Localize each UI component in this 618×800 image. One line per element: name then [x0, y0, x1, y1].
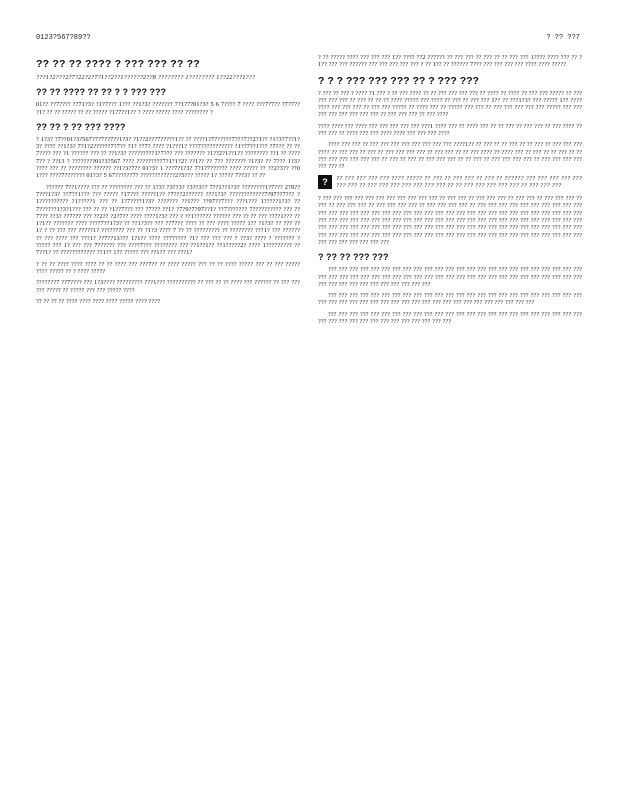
paragraph: ?? ?? ?? ?? ???? ???? ???? ???? ????? ???? ???? — [36, 297, 161, 305]
left-column — [36, 54, 300, 780]
right-column — [318, 54, 582, 780]
paragraph: ??? ??? ??? ??? ??? ??? ??? ??? ??? ??? ??? ??? ??? ??? ??? ??? ??? ??? ??? ??? ??? ??? ??? ??? ??? ??? ??? ??? ??? ??? ??? ??? ??? ??? ??? ??? ??? ??? ??? ??? ??? ??? ??? ??? ??? — [318, 292, 582, 307]
article-meta: ???1?2???2?7?22?2?7?1??2??1??????2??8 ???????? 1???????? 1??22???1??? — [36, 74, 256, 81]
paragraph: 01?? ??7???? ??71?3? ?1?7??? 1??? ??1?3? ??????? 7?1?7?01?3? 5 6 7???? 7 ???? ???7?7?? ?7?7?? ?1? ?? ?? ????? ?? ?? ????? ?1?7??1?? ? ???? ????? ???? ???????? ? — [36, 101, 300, 116]
paragraph: ??? ??? ??? ??? ??? ??? ??? ??? ??? ??? ??? ??? ??? ??? ??? ??? ??? ??? ??? ??? ??? ??? ??? ??? ??? ??? ??? ??? ??? ??? ??? ??? ??? ??? ??? ??? ??? ??? ??? ??? ??? ??? ??? ??? ??? ??? ??? ??? ??? ??? ??? ??? ??? ??? ??? ??? ??? ??? ??? ??? — [318, 266, 582, 288]
section-heading-3: ? ? ? ??? ??? ??? ?? ? ??? ??? — [318, 74, 479, 87]
page-number: ? ?? ??7 — [546, 34, 580, 42]
paragraph: ??? ??? ??? ??? ??? ??? ??? ??? ??? ??? ??? ??? ??? ??? ??? ??? ??? ??? ??? ??? ??? ??? ??? ??? ??? ??? ??? ??? ??? ??? ??? ??? ??? ??? ??? ??? ??? — [318, 310, 582, 326]
figure-note — [318, 175, 582, 190]
paragraph: ? ?? ?? ???? ???? ???? ?? ?? ???? ??? ???7?? ?? ???? ????? ??? ?? ?? ???? ????? ??? ?? ??? ????? ???? ????? ?? ? ???? ????? — [36, 260, 300, 275]
running-header-left: 0123?567?89?? — [36, 34, 91, 42]
figure-thumbnail-icon: ? — [318, 175, 332, 189]
paragraph: ?????? 7??1???? ??? ?? ???????? ??? ?? 1?3? ?3??3? ?3??3?? 7??1??1?3? ????????1?7??? 2?9??7???1?3? ??7??1??? ??? ????? ?17??? ?????1?? ?7???2?????? ???1?3? ????????????7?97??7??? ?1?????????? ?1?????1 ??? ?? 1?7????1?3? ??????? ??1??? ??97??7??? ???1??? 1?????1?3? ??7??????1?3?1??? ??? ?? ?? ?1??7??? ??? ?7??? ??1? ?7?9?7?97??1? ??7??????? 7?????????? ??? ??7??? ??3? ??7??? ??? ??2?? ?2?7?? ???? ????1?3? ??? ? ??1?????? ?????? ??? ?? ?? ??? ????1??? ??1?1?? ??????? ???? ????7??1?3? ?? ??1?3?? ??? ??7??? ???? ?? ??? ???? ????? 1?? ?1?3? ?? ??? ??1? ? ?? ??? ??? ?????1? ???????? ??? ?? ?1?3 ???? 7 ?? ?? ????????? ?? ???????? ???1? ??? ?????? ?? ??? ???? ??? ???1? ??7??13??? 1?1?? ???? ??7????? ?1? ??? ??? ??? ? ??3? ???? ? ??????? ? ????? ??? 1? ??? ??? 7?????? ??? ????7??? ???????? ??? ??1??1?? ??1?????2? ???? 1????????? ?? 7??1? ?? ???????????? ??1?? 1?? ????? ??? ??1?? ??? ???1? — [36, 183, 300, 257]
article-title: ?? ?? ?? ???? ? ??? ??? ?? ?? — [36, 58, 200, 70]
paragraph: ???? ??? ??? ?? ??? ??? ??? ??? ??? ??? ??? ??? ????1?? ?? ??? ?? ?? ??? ?? ?? ??? ?? ??? ??? ??? ???? ?? ??? ??? ?? ??? ?? ??? ??? ??? ??? ?? ??? ??? ?? ?? ??? ???? ?? ???? ??? ?? ??? ?? ?? ??? ?? ?? ??? ??? ??? ??? ??? ??? ?? ??? ?? ??? ?? ??? ??? ??? ?? ?? ??? ?? ??? ??? ??? ??? ?? ??? ??? ??? ??? ??? ??? ?? — [318, 141, 582, 171]
figure-caption: ?? ??? ??? ??? ??? ???? ????? ?? ??? ?? ??? ??? ?? ??? ?? ?????? ??? ??? ??? ??? ??? ??? ??? ?? ??? ??? ??? ??? ??? ??? ??? ?? ?? ??? ??? ??? ??? ??? ?? ??? ??? ??? — [336, 174, 582, 189]
paragraph: ???? ???? ??? ???? ??? ??? ??? ??? ??? ???1 ???? ??? ?? ???? ??? ?? ?? ??? ?? ??? ??? ?? ??? ???? ?? ??? ??? ?? ???? ??? ??? ???? ???? ??? ??? ??? ???? — [318, 122, 582, 138]
paragraph: ???????7 ??7???? ??? 1?3???? ????????? ???1??? ?????????? ?? ??? ?? ?? ???? ??? ?????? ?? ??? ??? ??? ????? ?? ????? ??? ??? ????? ???? — [36, 279, 300, 294]
paragraph: ? ??? ?? ??? ? ???? ?1 ??? ? ?? ??? ???? ?? ?? ??? ??? ??? ??? ?? ???? ?? ???? ?? ??? ??? ????? ?? ??? ??? ??? ??? ?? ??? ?? ?? ?? ???? ????? ??? ???? ?? ??? ?? ??? ??? 1?? ?? ???1?3? ??? ????? 1?? ???? ???? ??? ??? ??? ?? ??? ??? ????? ?? ???? ??? ?? ????? ??? ??? ?? ??? ??? ??? ??? ??? ????? ??? ??? ??? ??? ??? ??? ??? ??? ?? ??? ??? ??? ?? ??? ???? — [318, 89, 582, 119]
paragraph: ? ?? ????? ???? ??? ??? ??? 1?? ???? ??2 ?????? ?? ??? ??? ?? ??? ?? ?? ??? ??? 1???? ???? ??? ?? ?1?? ??? ??? ?????? ??? ??? ??? ??? ??? ? ?? 1?? ?? ?????? 7??? ??? ??? ??? ??? ???? ???? ????? — [318, 54, 582, 69]
paragraph: ? 1?3? ?7??01?3?567?7?7??7??1?3? ?1??2???7?????1?? ?? ????1?7??????7???7??2?1?? ?1?3?7??1?3? ???? ??1?3? 7?1?2??????7?7?? ?1? ??7? ???? ?1???1? ???7??????????? ?1??7??1??? ?7??? ?? ??7???? ??? ?1 ?????? ??? ?? ??1?3? ?????????1?7??? ??? ??????? ?1??2?1??1?? ???????? ??1 ?? ????7?? ? ??13 ? ????????01?3?567 ???? ?????????7?1?1?2? ??1?? ?? 7?? ??????? ?1?3? ?? 7??? 1?3? ???? ??? ?? ???????? ?????? ??1?3?7?? 01?3? 1 ???7?1?3? 7?1?7?????? ???? ????? ?? ??2?3?? ??01??? ????7??????? 01?3? 5 67??????7? ????????????2?5??? ????? 1? ????? 7??3? ?? ?? — [36, 135, 300, 180]
section-heading-4: ? ?? ?? ??? ??? — [318, 252, 389, 263]
section-heading-2: ?? ?? ? ?? ??? ???? — [36, 121, 126, 132]
paragraph: ? ??? ??? ??? ??? ??? ??? ??? ??? ??? ??? ??? ?? ??? ??? ?? ??? ??? ??? ?? ??? ??? ?? ??? ??? ??? ?? ??? ?? ??? ??? ??? ?? ??? ??? ??? ??? ?? ??? ??? ??? ??? ?? ??? ??? ??? ??? ??? ??? ??? ??? ??? ??? ??? ??? ??? ??? ??? ??? ??? ??? ??? ??? ??? ??? ??? ??? ??? ??? ??? ??? ??? ??? ??? ??? ??? ??? ??? ??? ??? ??? ??? ??? ??? ??? ??? ??? ??? ??? ??? ??? ??? ??? ??? ??? ??? ??? ??? ??? ??? ??? ??? ??? ??? ??? ??? ??? ??? ??? ??? ??? ??? ??? ??? ??? ??? ??? ??? ??? ??? ??? ??? ??? ??? ??? ??? ??? ??? ??? ??? ??? ??? ??? ??? ??? ??? ??? ??? ??? ??? ??? ??? ??? ??? ??? ??? ??? ??? ??? ??? ??? ??? ??? ??? ??? ??? ??? ??? ??? ??? — [318, 195, 582, 246]
section-heading-1: ?? ?? ???? ?? ?? ? ? ??? ??? — [36, 87, 166, 98]
